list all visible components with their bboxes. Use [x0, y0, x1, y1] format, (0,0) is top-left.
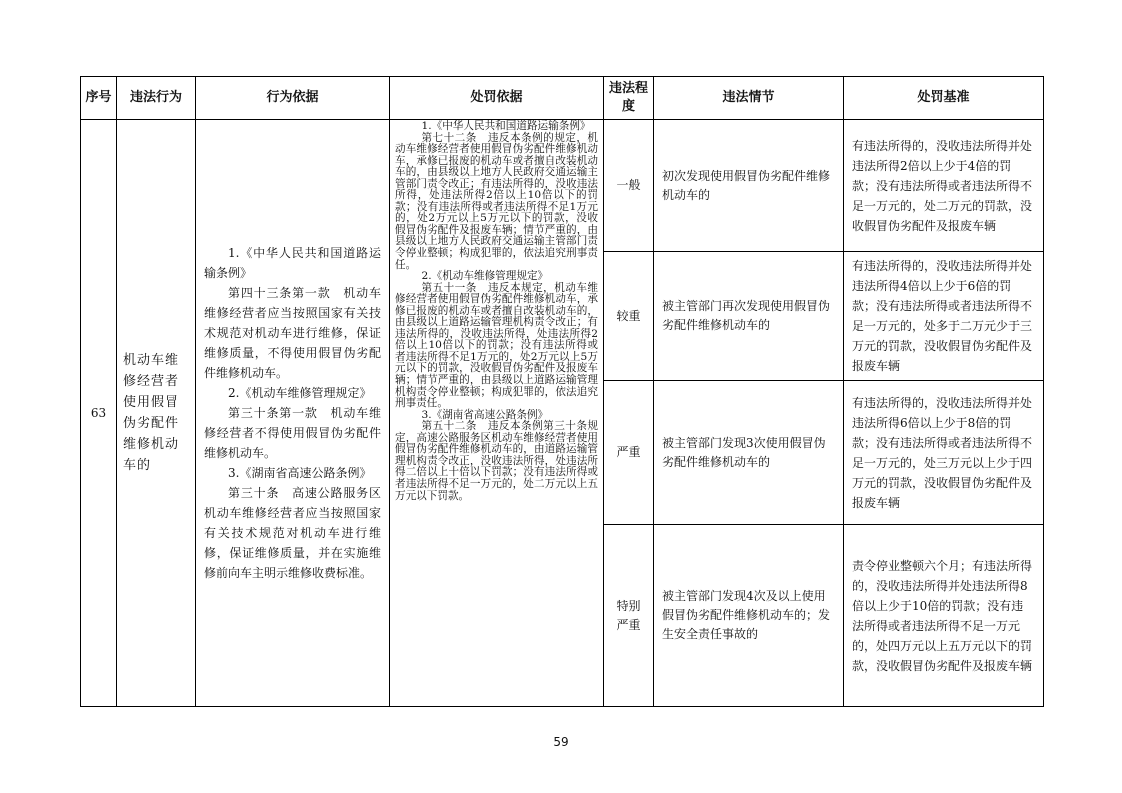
penalty-paragraph: 第五十二条 违反本条例第三十条规定，高速公路服务区机动车维修经营者使用假冒伪劣配件维修机动车的，由道路运输管理机构责令改正，没收违法所得，处违法所得二倍以上十倍以下罚款；没有违法所得或者违法所得不足一万元的，处二万元以上五万元以下罚款。: [395, 420, 598, 502]
situation-cell: 被主管部门发现4次及以上使用假冒伪劣配件维修机动车的；发生安全责任事故的: [654, 525, 844, 707]
basis-paragraph: 第三十条 高速公路服务区机动车维修经营者应当按照国家有关技术规范对机动车进行维修，保证维修质量，并在实施维修前向车主明示维修收费标准。: [204, 486, 381, 580]
degree-cell: 严重: [604, 381, 654, 525]
degree-cell: 较重: [604, 252, 654, 381]
standard-cell: 责令停业整顿六个月；有违法所得的，没收违法所得并处违法所得8倍以上少于10倍的罚款；没有违法所得或者违法所得不足一万元的，处四万元以上五万元以下的罚款，没收假冒伪劣配件及报废车辆: [844, 525, 1044, 707]
situation-cell: 被主管部门再次发现使用假冒伪劣配件维修机动车的: [654, 252, 844, 381]
degree-cell: 一般: [604, 120, 654, 252]
basis-paragraph: 1.《中华人民共和国道路运输条例》: [204, 246, 381, 280]
situation-cell: 初次发现使用假冒伪劣配件维修机动车的: [654, 120, 844, 252]
penalty-basis-cell: [390, 120, 604, 707]
header-behavior-basis: 行为依据: [196, 77, 390, 120]
row-seq: 63: [81, 120, 117, 707]
penalty-paragraph: 第五十一条 违反本规定，机动车维修经营者使用假冒伪劣配件维修机动车，承修已报废的机动车或者擅自改装机动车的，由县级以上道路运输管理机构责令改正；有违法所得的，没收违法所得，处违法所得2倍以上10倍以下的罚款；没有违法所得或者违法所得不足1万元的，处2万元以上5万元以下的罚款，没收假冒伪劣配件及报废车辆；情节严重的，由县级以上道路运输管理机构责令停业整顿；构成犯罪的，依法追究刑事责任。: [395, 281, 598, 410]
penalty-paragraph: 第七十二条 违反本条例的规定，机动车维修经营者使用假冒伪劣配件维修机动车，承修已报废的机动车或者擅自改装机动车的，由县级以上地方人民政府交通运输主管部门责令改正；有违法所得的，没收违法所得，处违法所得2倍以上10倍以下的罚款；没有违法所得或者违法所得不足1万元的，处2万元以上5万元以下的罚款，没收假冒伪劣配件及报废车辆；情节严重的，由县级以上地方人民政府交通运输主管部门责令停业整顿；构成犯罪的，依法追究刑事责任。: [395, 131, 598, 271]
table-row: [81, 120, 1044, 252]
header-penalty-basis: 处罚依据: [390, 77, 604, 120]
standard-cell: 有违法所得的，没收违法所得并处违法所得4倍以上少于6倍的罚款；没有违法所得或者违法所得不足一万元的，处多于二万元少于三万元的罚款，没收假冒伪劣配件及报废车辆: [844, 252, 1044, 381]
header-standard: 处罚基准: [844, 77, 1044, 120]
header-violation: 违法行为: [117, 77, 196, 120]
penalty-standard-table: [80, 76, 1044, 707]
page-number: 59: [553, 735, 569, 749]
situation-cell: 被主管部门发现3次使用假冒伪劣配件维修机动车的: [654, 381, 844, 525]
header-degree: 违法程度: [604, 77, 654, 120]
violation-cell: 机动车维修经营者使用假冒伪劣配件维修机动车的: [117, 120, 196, 707]
penalty-paragraph: 3.《湖南省高速公路条例》: [421, 408, 549, 421]
header-seq: 序号: [81, 77, 117, 120]
basis-paragraph: 2.《机动车维修管理规定》: [228, 386, 372, 400]
basis-paragraph: 3.《湖南省高速公路条例》: [228, 466, 372, 480]
basis-paragraph: 第三十条第一款 机动车维修经营者不得使用假冒伪劣配件维修机动车。: [204, 406, 381, 460]
header-situation: 违法情节: [654, 77, 844, 120]
standard-cell: 有违法所得的，没收违法所得并处违法所得6倍以上少于8倍的罚款；没有违法所得或者违法所得不足一万元的，处三万元以上少于四万元的罚款，没收假冒伪劣配件及报废车辆: [844, 381, 1044, 525]
basis-paragraph: 第四十三条第一款 机动车维修经营者应当按照国家有关技术规范对机动车进行维修，保证维修质量，不得使用假冒伪劣配件维修机动车。: [204, 286, 381, 380]
behavior-basis-cell: [196, 120, 390, 707]
table-header-row: [81, 77, 1044, 120]
penalty-paragraph: 2.《机动车维修管理规定》: [421, 270, 549, 283]
degree-cell: 特别严重: [604, 525, 654, 707]
standard-cell: 有违法所得的，没收违法所得并处违法所得2倍以上少于4倍的罚款；没有违法所得或者违法所得不足一万元的，处二万元的罚款，没收假冒伪劣配件及报废车辆: [844, 120, 1044, 252]
penalty-paragraph: 1.《中华人民共和国道路运输条例》: [421, 120, 591, 132]
